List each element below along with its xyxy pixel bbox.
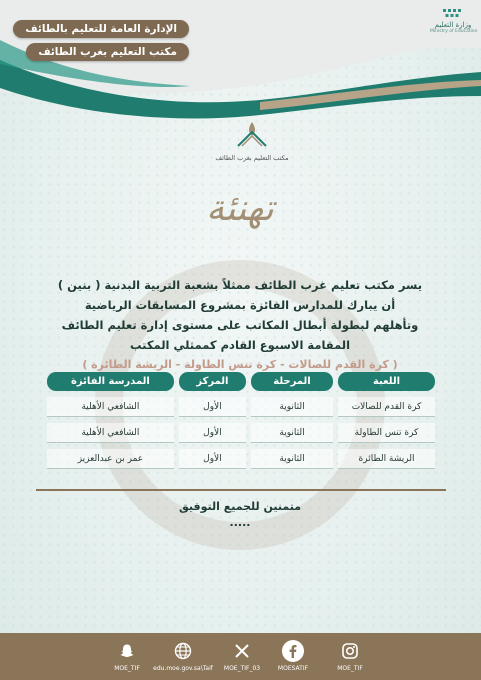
- divider: [36, 489, 446, 491]
- education-office-badge: مكتب التعليم بغرب الطائف: [26, 43, 189, 61]
- announcement-line-3: وتأهلهم لبطولة أبطال المكاتب على مستوى إدارة تعليم الطائف: [61, 318, 419, 332]
- ministry-name-arabic: وزارة التعليم: [434, 21, 472, 29]
- table-row: [47, 397, 435, 417]
- instagram-icon: [339, 640, 361, 662]
- ministry-logo: [430, 8, 476, 34]
- column-header-stage: المرحلة: [251, 372, 333, 391]
- website-url: edu.moe.gov.sa\Taif: [153, 665, 213, 672]
- column-header-sport: اللعبة: [338, 372, 435, 391]
- snapchat-icon: [116, 640, 138, 662]
- column-header-rank: المركز: [179, 372, 246, 391]
- closing-dots: .....: [229, 516, 251, 529]
- facebook-icon: [282, 640, 304, 662]
- facebook-handle: MOESATIF: [277, 665, 309, 672]
- cell-rank: الأول: [179, 423, 246, 443]
- x-icon: [231, 640, 253, 662]
- cell-rank: الأول: [179, 397, 246, 417]
- footer-bar: [0, 633, 481, 680]
- office-emblem-icon: [232, 118, 272, 150]
- cell-sport: كرة القدم للصالات: [338, 397, 435, 417]
- cell-stage: الثانوية: [251, 423, 333, 443]
- announcement-line-4: المقامة الاسبوع القادم كممثلي المكتب: [129, 338, 351, 352]
- column-header-school: المدرسة الفائزة: [47, 372, 174, 391]
- general-administration-badge: الإدارة العامة للتعليم بالطائف: [13, 20, 189, 38]
- instagram-handle: MOE_TIF: [337, 665, 363, 672]
- cell-school: الشافعي الأهلية: [47, 423, 174, 443]
- cell-rank: الأول: [179, 449, 246, 469]
- social-instagram[interactable]: [314, 640, 386, 672]
- x-handle: MOE_TIF_03: [223, 665, 261, 672]
- congratulations-title: تهنئة: [206, 188, 274, 229]
- cell-sport: كرة تنس الطاولة: [338, 423, 435, 443]
- announcement-line-2: أن يبارك للمدارس الفائزة بمشروع المسابقات الرياضية: [84, 298, 396, 312]
- winners-table: [42, 366, 440, 475]
- ministry-emblem-icon: [442, 8, 464, 20]
- table-row: [47, 449, 435, 469]
- ministry-name-english: Ministry of Education: [430, 29, 478, 34]
- office-logo-caption: مكتب التعليم بغرب الطائف: [215, 154, 289, 162]
- globe-icon: [172, 640, 194, 662]
- cell-stage: الثانوية: [251, 397, 333, 417]
- cell-school: عمر بن عبدالعزيز: [47, 449, 174, 469]
- sports-list: ( كرة القدم للصالات - كرة تنس الطاولة - الريشة الطائرة ): [82, 358, 398, 371]
- table-row: [47, 423, 435, 443]
- table-header-row: [47, 372, 435, 391]
- closing-message: متمنين للجميع التوفيق: [178, 500, 302, 513]
- office-logo: [212, 118, 292, 162]
- announcement-line-1: يسر مكتب تعليم غرب الطائف ممثلاً بشعبة التربية البدنية ( بنين ): [57, 278, 423, 292]
- snapchat-handle: MOE_TIF: [114, 665, 140, 672]
- cell-sport: الريشة الطائرة: [338, 449, 435, 469]
- cell-stage: الثانوية: [251, 449, 333, 469]
- cell-school: الشافعي الأهلية: [47, 397, 174, 417]
